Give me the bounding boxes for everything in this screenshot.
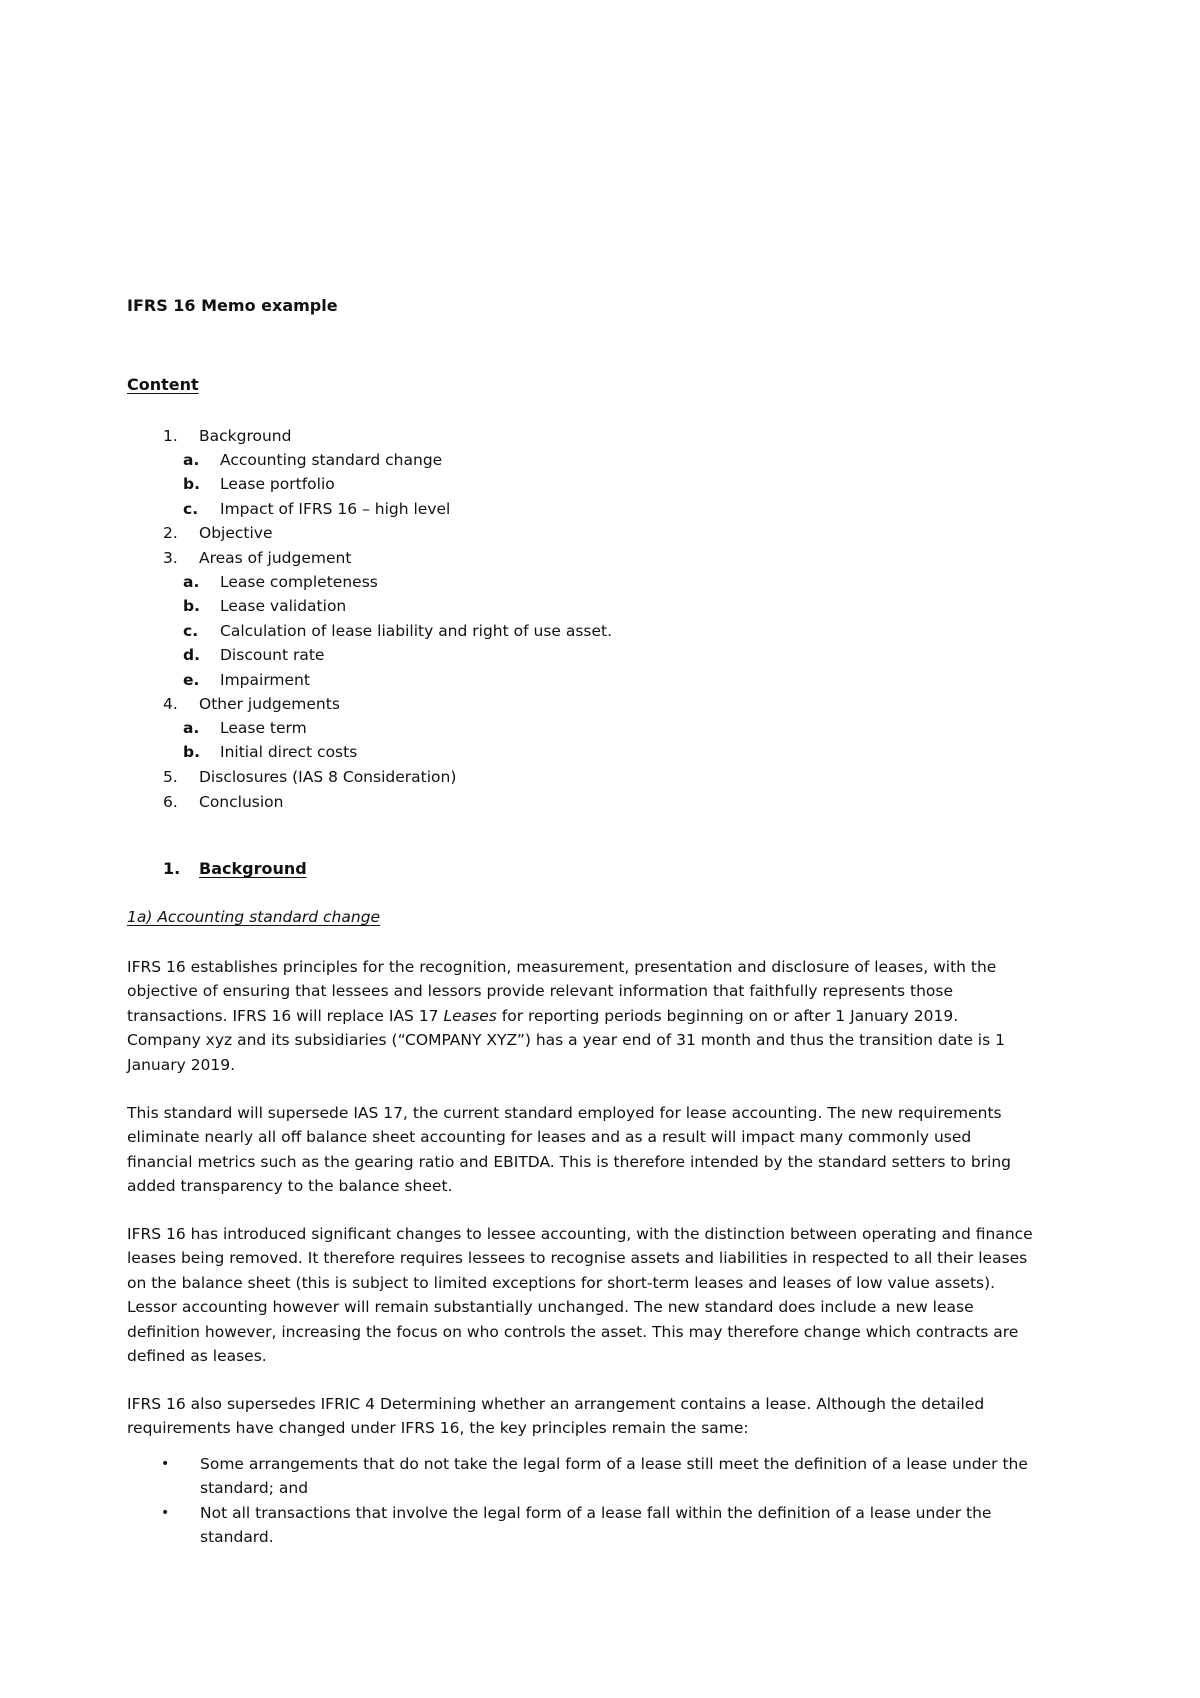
toc-subitem-letter: b. [183, 597, 200, 615]
paragraph-line: leases being removed. It therefore requires lessees to recognise assets and liabilities in respected to all their leases [127, 1249, 1028, 1268]
toc-item-number: 1. [163, 427, 178, 445]
bullet-item [127, 1452, 1087, 1501]
toc-subitem-text: Lease term [220, 719, 307, 737]
paragraph-line: Company xyz and its subsidiaries (“COMPANY XYZ”) has a year end of 31 month and thus the transition date is 1 [127, 1031, 1005, 1050]
toc-subitem-letter: b. [183, 743, 200, 761]
paragraph-line: IFRS 16 has introduced significant changes to lessee accounting, with the distinction between operating and finance [127, 1225, 1033, 1243]
toc-subitem-letter: a. [183, 719, 200, 737]
toc-item-text: Areas of judgement [199, 549, 352, 567]
toc-subitem-letter: e. [183, 671, 200, 689]
toc-item-number: 6. [163, 793, 178, 811]
bullet-line: Not all transactions that involve the legal form of a lease fall within the definition of a lease under the [200, 1503, 992, 1522]
section-number: 1. [163, 859, 181, 878]
italic-title: Leases [443, 1006, 497, 1025]
toc-item-text: Objective [199, 524, 273, 542]
paragraph-line: January 2019. [127, 1055, 236, 1074]
paragraph-line: requirements have changed under IFRS 16, the key principles remain the same: [127, 1419, 749, 1438]
toc-subitem-text: Initial direct costs [220, 743, 358, 761]
bullet-item [127, 1501, 1087, 1550]
paragraph-line: IFRS 16 establishes principles for the recognition, measurement, presentation and disclosure of leases, with the [127, 958, 997, 976]
paragraph-line: IFRS 16 also supersedes IFRIC 4 Determining whether an arrangement contains a lease. Although the detailed [127, 1395, 985, 1413]
toc-item-number: 5. [163, 768, 178, 786]
paragraph-line: added transparency to the balance sheet. [127, 1177, 453, 1196]
toc-subitem-letter: c. [183, 622, 199, 640]
paragraph-line: objective of ensuring that lessees and lessors provide relevant information that faithfully represents those [127, 982, 953, 1001]
toc-subitem-text: Lease completeness [220, 573, 378, 591]
toc-subitem-text: Calculation of lease liability and right of use asset. [220, 622, 613, 640]
bullet-text [200, 1452, 1087, 1501]
memo-title: IFRS 16 Memo example [127, 296, 338, 315]
paragraph [127, 955, 1087, 1077]
paragraph-line: This standard will supersede IAS 17, the current standard employed for lease accounting. The new requirements [127, 1104, 1002, 1122]
bullet-line: standard; and [200, 1479, 309, 1498]
toc-item-number: 4. [163, 695, 178, 713]
paragraph-line: financial metrics such as the gearing ratio and EBITDA. This is therefore intended by the standard setters to bring [127, 1152, 1012, 1171]
paragraph [127, 1101, 1087, 1199]
toc-subitem-text: Lease validation [220, 597, 347, 615]
toc-subitem-text: Lease portfolio [220, 475, 335, 493]
toc-subitem-letter: a. [183, 573, 200, 591]
paragraph-line: eliminate nearly all off balance sheet accounting for leases and as a result will impact many commonly used [127, 1128, 972, 1147]
content-heading: Content [127, 375, 199, 394]
toc-subitem-text: Discount rate [220, 646, 325, 664]
toc-item-text: Disclosures (IAS 8 Consideration) [199, 768, 457, 786]
paragraph-line: Lessor accounting however will remain substantially unchanged. The new standard does include a new lease [127, 1298, 974, 1317]
toc-subitem-letter: b. [183, 475, 200, 493]
bullet-text [200, 1501, 1087, 1550]
section-title: Background [199, 859, 307, 878]
text-run: for reporting periods beginning on or after 1 January 2019. [496, 1006, 959, 1025]
toc-subitem-letter: d. [183, 646, 200, 664]
toc-subitem-text: Accounting standard change [220, 451, 443, 469]
bullet-line: standard. [200, 1528, 274, 1547]
paragraph-line: definition however, increasing the focus on who controls the asset. This may therefore change which contracts are [127, 1322, 1019, 1341]
paragraph-line: defined as leases. [127, 1347, 267, 1366]
toc-item-text: Other judgements [199, 695, 340, 713]
paragraph-line [127, 1004, 1087, 1028]
bullet-icon: • [161, 1504, 170, 1521]
text-run: transactions. IFRS 16 will replace IAS 17 [127, 1006, 444, 1025]
paragraph [127, 1222, 1087, 1368]
toc-subitem-text: Impact of IFRS 16 – high level [220, 500, 451, 518]
toc-item-text: Conclusion [199, 793, 284, 811]
toc-item-number: 3. [163, 549, 178, 567]
toc-subitem-letter: a. [183, 451, 200, 469]
paragraph-line: on the balance sheet (this is subject to limited exceptions for short-term leases and leases of low value assets). [127, 1273, 996, 1292]
bullet-icon: • [161, 1456, 170, 1472]
toc-item-number: 2. [163, 524, 178, 542]
toc-subitem-letter: c. [183, 500, 199, 518]
bullet-list [127, 1452, 1087, 1550]
toc-subitem-text: Impairment [220, 671, 310, 689]
paragraph [127, 1392, 1087, 1441]
toc-item-text: Background [199, 427, 292, 445]
subsection-heading: 1a) Accounting standard change [127, 908, 381, 926]
bullet-line: Some arrangements that do not take the legal form of a lease still meet the definition of a lease under the [200, 1455, 1028, 1473]
